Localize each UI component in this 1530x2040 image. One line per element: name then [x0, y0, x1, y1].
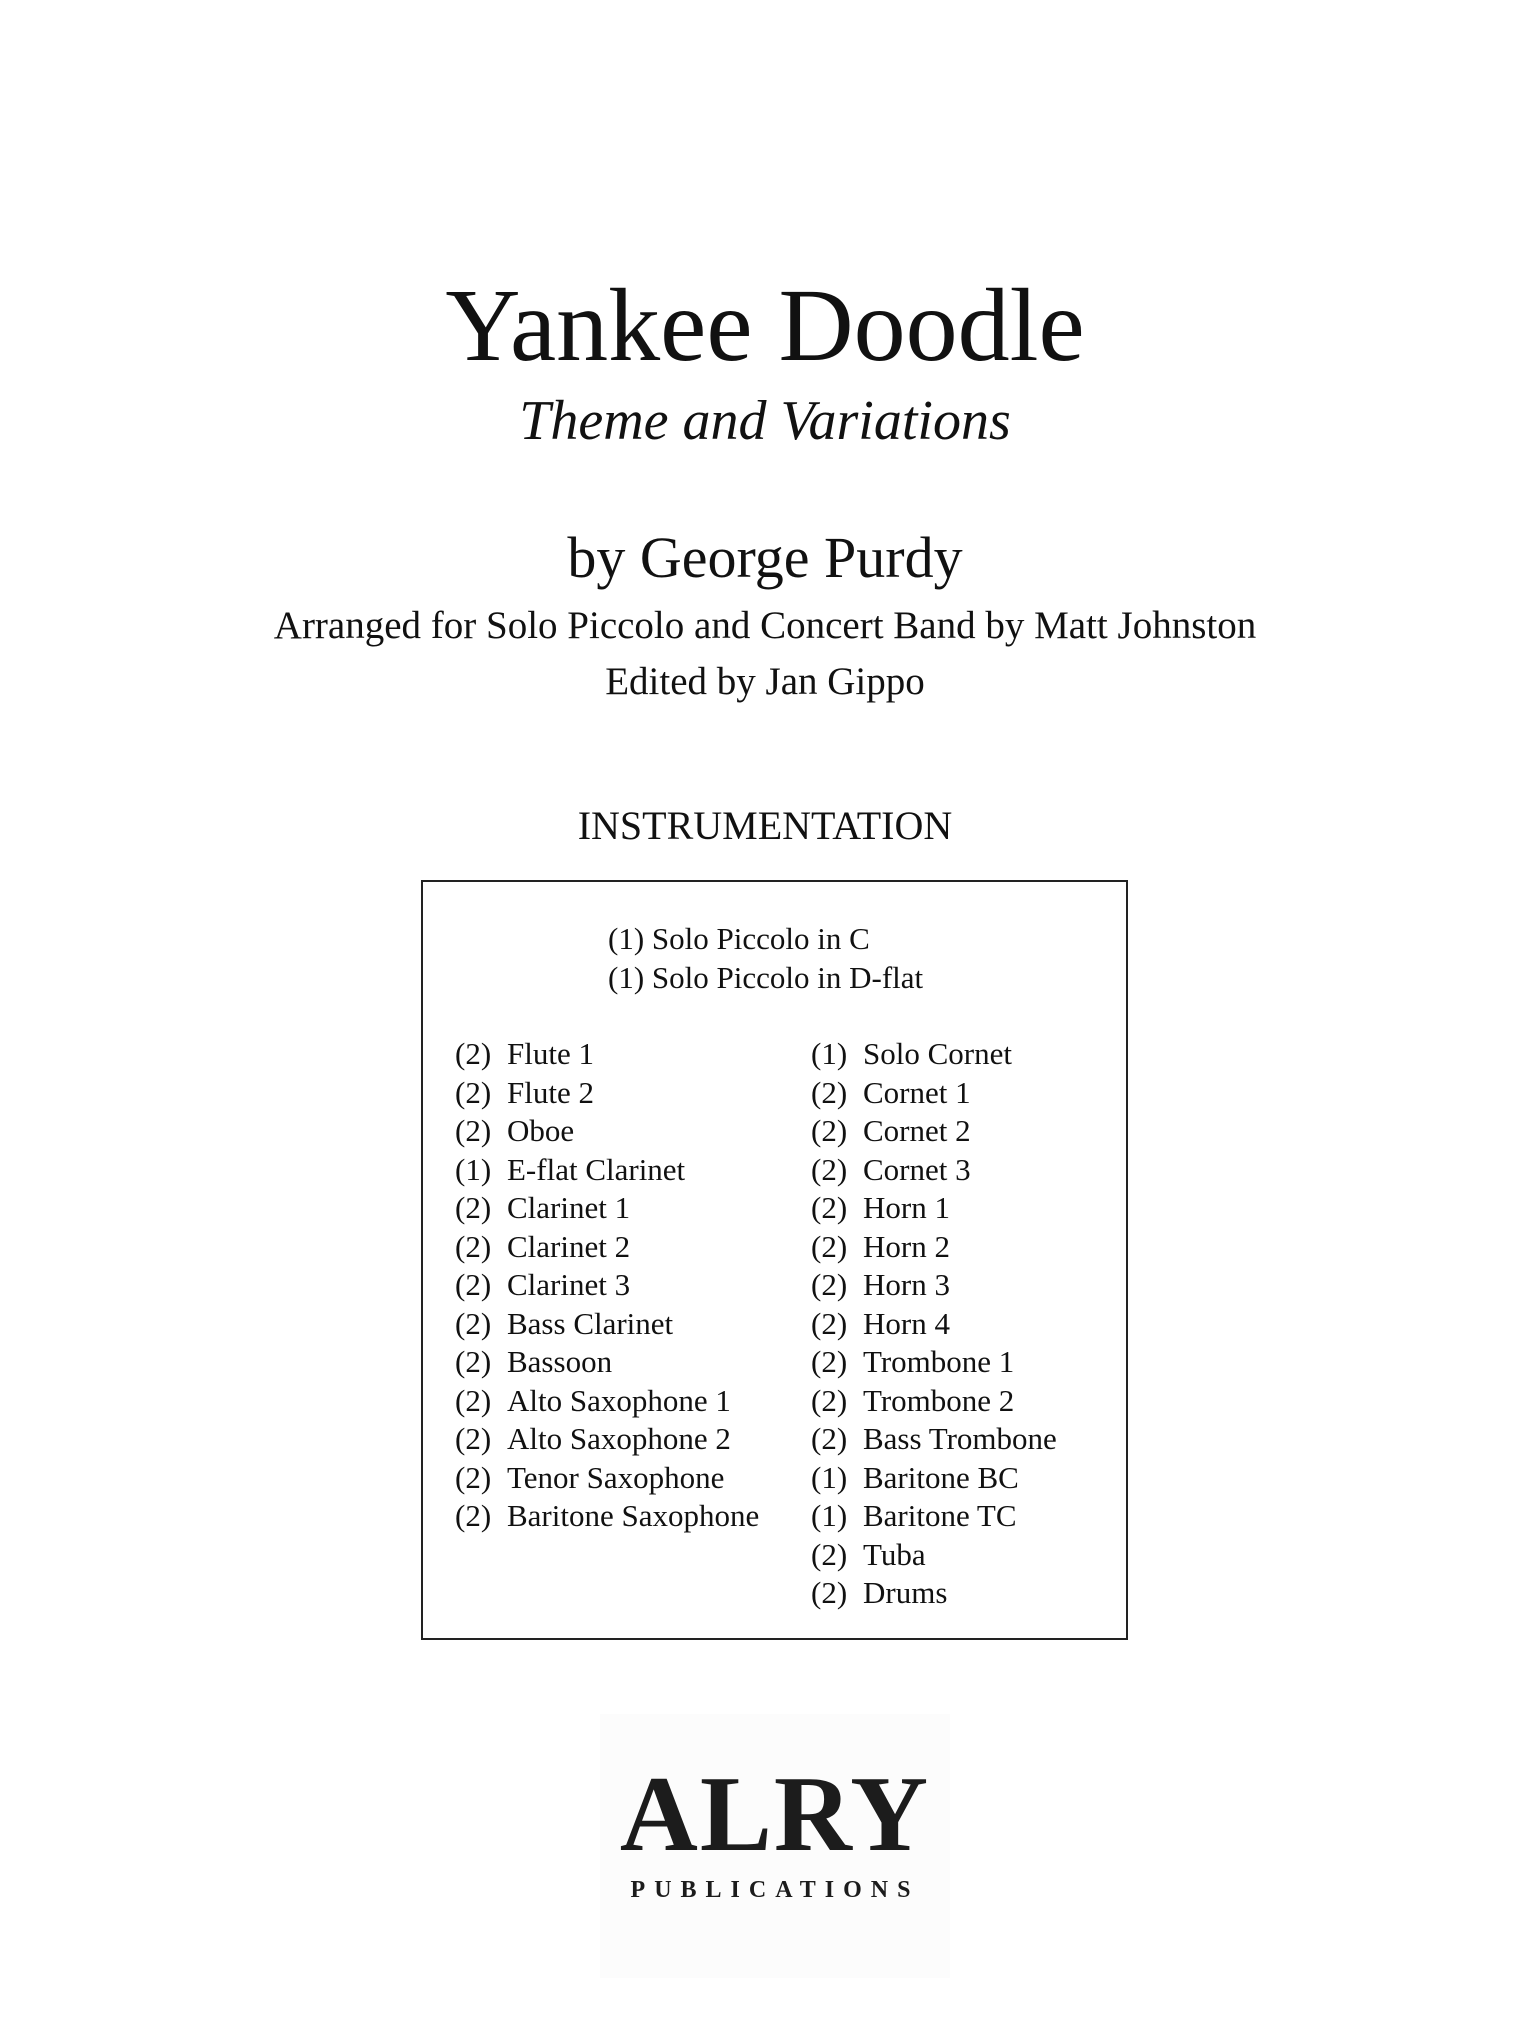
instrumentation-heading: INSTRUMENTATION: [577, 803, 953, 848]
part-quantity: (2): [811, 1074, 848, 1110]
instrument-row: [455, 1228, 630, 1267]
part-quantity: (2): [455, 1267, 492, 1302]
instrument-row: [811, 1497, 1017, 1536]
part-name: Solo Piccolo in C: [651, 921, 870, 956]
part-name: Alto Saxophone 1: [507, 1382, 731, 1418]
instrument-row: [811, 1189, 950, 1228]
instrument-row: [455, 1497, 759, 1536]
part-name: Solo Piccolo in D-flat: [651, 960, 924, 995]
part-name: Horn 4: [863, 1305, 950, 1341]
instrument-row: [455, 1420, 731, 1459]
part-name: Drums: [863, 1575, 948, 1610]
part-quantity: (2): [811, 1305, 848, 1341]
part-name: Horn 3: [863, 1267, 950, 1302]
composer: by George Purdy: [567, 525, 963, 590]
page-title: Yankee Doodle: [445, 268, 1085, 383]
instrument-row: [455, 1189, 630, 1228]
instrument-row: [455, 1305, 673, 1344]
part-name: Horn 1: [863, 1190, 950, 1225]
part-quantity: (1): [811, 1459, 848, 1495]
part-quantity: (2): [455, 1459, 492, 1495]
instrument-row: [811, 1536, 926, 1575]
instrument-row: [811, 1035, 1012, 1074]
part-quantity: (2): [811, 1536, 848, 1572]
part-quantity: (2): [455, 1382, 492, 1418]
part-quantity: (1): [608, 960, 645, 995]
part-quantity: (2): [811, 1190, 848, 1225]
part-quantity: (2): [811, 1113, 848, 1148]
part-name: Trombone 1: [863, 1344, 1015, 1379]
instrument-row: [811, 1151, 971, 1190]
part-name: Clarinet 3: [507, 1267, 631, 1302]
logo-wordmark: ALRY: [619, 1755, 931, 1874]
part-name: Cornet 2: [863, 1113, 971, 1148]
part-name: Clarinet 2: [507, 1228, 631, 1264]
part-name: Flute 1: [507, 1036, 594, 1071]
instrument-row: [455, 1459, 724, 1498]
arranger-credit: Arranged for Solo Piccolo and Concert Band by Matt Johnston: [273, 604, 1257, 647]
part-quantity: (2): [811, 1575, 848, 1610]
part-quantity: (2): [811, 1267, 848, 1302]
instrument-row: [455, 1382, 731, 1421]
part-name: Flute 2: [507, 1074, 594, 1110]
part-name: Tenor Saxophone: [507, 1459, 725, 1495]
solo-part: [608, 920, 870, 958]
instrument-row: [811, 1074, 971, 1113]
part-quantity: (2): [811, 1382, 848, 1418]
instrument-row: [811, 1305, 950, 1344]
part-quantity: (2): [811, 1344, 848, 1379]
part-name: Alto Saxophone 2: [507, 1421, 731, 1456]
part-quantity: (2): [811, 1228, 848, 1264]
part-name: Tuba: [863, 1536, 926, 1572]
part-quantity: (2): [455, 1498, 492, 1533]
instrument-row: [455, 1151, 685, 1190]
instrument-row: [811, 1459, 1019, 1498]
part-name: Baritone Saxophone: [507, 1498, 760, 1533]
part-quantity: (2): [455, 1305, 492, 1341]
part-quantity: (2): [455, 1421, 492, 1456]
part-quantity: (2): [455, 1113, 492, 1148]
part-name: Cornet 1: [863, 1074, 971, 1110]
part-quantity: (2): [455, 1228, 492, 1264]
part-quantity: (1): [608, 921, 645, 956]
part-quantity: (2): [811, 1421, 848, 1456]
part-name: Bass Trombone: [863, 1421, 1057, 1456]
part-quantity: (2): [455, 1344, 492, 1379]
part-name: Horn 2: [863, 1228, 950, 1264]
editor-credit: Edited by Jan Gippo: [605, 660, 925, 703]
instrument-row: [455, 1343, 612, 1382]
part-name: Solo Cornet: [863, 1036, 1012, 1071]
instrument-row: [811, 1228, 950, 1267]
instrument-row: [811, 1112, 971, 1151]
part-name: Bassoon: [507, 1344, 613, 1379]
instrument-row: [811, 1266, 950, 1305]
part-name: Bass Clarinet: [507, 1305, 674, 1341]
part-name: Baritone TC: [863, 1498, 1017, 1533]
part-quantity: (2): [811, 1151, 848, 1187]
part-name: Oboe: [507, 1113, 575, 1148]
part-name: Baritone BC: [863, 1459, 1019, 1495]
part-quantity: (2): [455, 1036, 492, 1071]
part-quantity: (2): [455, 1190, 492, 1225]
logo-subtitle: PUBLICATIONS: [630, 1877, 920, 1903]
part-name: E-flat Clarinet: [507, 1151, 686, 1187]
subtitle: Theme and Variations: [519, 390, 1011, 452]
instrument-row: [811, 1574, 947, 1613]
part-quantity: (1): [811, 1498, 848, 1533]
part-quantity: (2): [455, 1074, 492, 1110]
instrument-row: [811, 1343, 1014, 1382]
instrumentation-box: [421, 880, 1128, 1640]
instrument-row: [455, 1074, 594, 1113]
instrument-row: [455, 1266, 630, 1305]
instrument-row: [811, 1382, 1014, 1421]
part-name: Trombone 2: [863, 1382, 1015, 1418]
part-name: Clarinet 1: [507, 1190, 631, 1225]
instrument-row: [811, 1420, 1057, 1459]
instrument-row: [455, 1112, 574, 1151]
solo-part: [608, 959, 923, 997]
part-quantity: (1): [811, 1036, 848, 1071]
part-quantity: (1): [455, 1151, 492, 1187]
part-name: Cornet 3: [863, 1151, 971, 1187]
instrument-row: [455, 1035, 594, 1074]
